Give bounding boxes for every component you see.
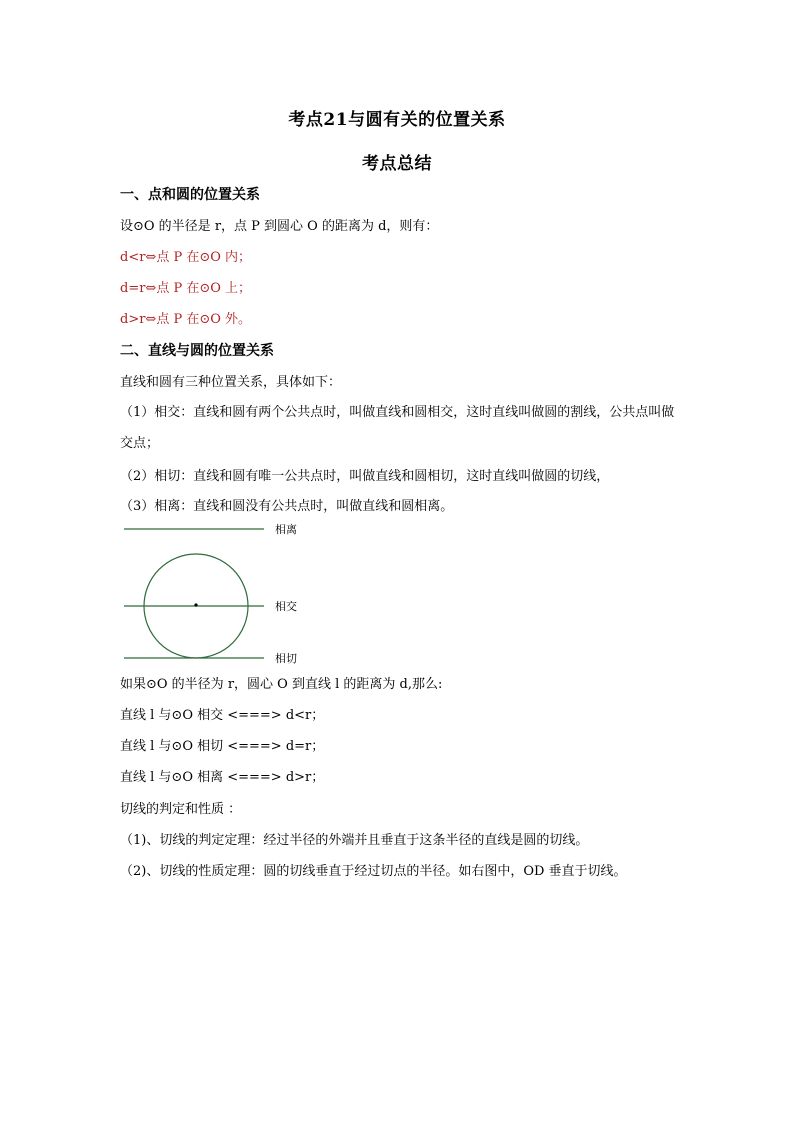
tangent-property: （2)、切线的性质定理：圆的切线垂直于经过切点的半径。如右图中，OD 垂直于切线。 [120, 864, 627, 879]
relation-separate: 直线 l 与⊙O 相离 <===> d>r； [120, 770, 325, 785]
rule-inside: d<r⇔点 P 在⊙O 内； [120, 250, 252, 265]
rule-on: d=r⇔点 P 在⊙O 上； [120, 281, 252, 296]
item-tangent: （2）相切：直线和圆有唯一公共点时，叫做直线和圆相切，这时直线叫做圆的切线， [120, 469, 610, 484]
label-intersect: 相交 [275, 600, 297, 613]
tangent-heading: 切线的判定和性质 ： [120, 802, 242, 817]
label-tangent: 相切 [275, 652, 297, 665]
rule-outside: d>r⇔点 P 在⊙O 外。 [120, 312, 252, 327]
center-point [194, 603, 197, 606]
relation-tangent: 直线 l 与⊙O 相切 <===> d=r； [120, 739, 325, 754]
label-separate: 相离 [275, 523, 297, 536]
page-title: 考点21与圆有关的位置关系 [288, 110, 506, 130]
page-subtitle: 考点总结 [362, 154, 432, 174]
section2-heading: 二、直线与圆的位置关系 [120, 343, 274, 359]
section1-intro: 设⊙O 的半径是 r，点 P 到圆心 O 的距离为 d，则有： [120, 219, 439, 234]
item-separate: （3）相离：直线和圆没有公共点时，叫做直线和圆相离。 [120, 499, 454, 514]
item-intersect: （1）相交：直线和圆有两个公共点时，叫做直线和圆相交，这时直线叫做圆的割线，公共点叫做交点； [120, 405, 675, 451]
section2-intro: 直线和圆有三种位置关系，具体如下： [120, 375, 342, 390]
tangent-criterion: （1)、切线的判定定理：经过半径的外端并且垂直于这条半径的直线是圆的切线。 [120, 833, 589, 848]
section3-intro: 如果⊙O 的半径为 r，圆心 O 到直线 l 的距离为 d,那么: [120, 677, 443, 692]
section1-heading: 一、点和圆的位置关系 [120, 187, 260, 203]
circle-line-diagram [120, 520, 310, 666]
relation-intersect: 直线 l 与⊙O 相交 <===> d<r； [120, 708, 325, 723]
